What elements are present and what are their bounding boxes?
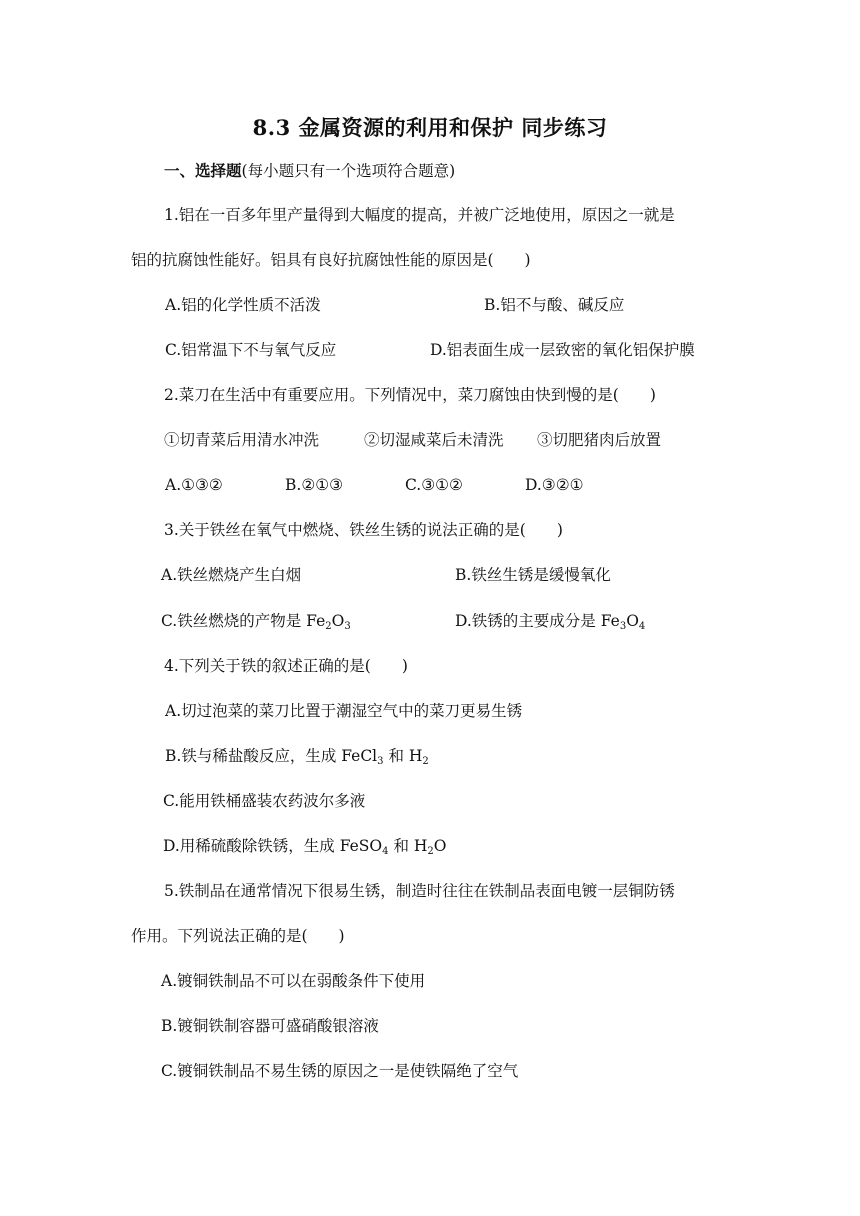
q4-option-a: A.切过泡菜的菜刀比置于潮湿空气中的菜刀更易生锈 [165,702,523,720]
q5-stem-line2: 作用。下列说法正确的是( ) [131,927,345,945]
q3-option-a: A.铁丝燃烧产生白烟 [161,566,302,584]
q1-stem-line1: 1.铝在一百多年里产量得到大幅度的提高，并被广泛地使用，原因之一就是 [164,206,675,224]
q2-option-a: A.①③② [165,476,223,494]
q2-item-1: ①切青菜后用清水冲洗 [164,431,320,449]
q5-option-a: A.镀铜铁制品不可以在弱酸条件下使用 [161,972,426,990]
q3-option-b: B.铁丝生锈是缓慢氧化 [455,566,611,584]
q5-option-b: B.镀铜铁制容器可盛硝酸银溶液 [161,1017,379,1035]
page-title: 8.3 金属资源的利用和保护 同步练习 [252,115,608,140]
q4-option-d: D.用稀硫酸除铁锈，生成 FeSO$_4$ 和 $H_2O$ [163,837,447,857]
q1-stem-line2: 铝的抗腐蚀性能好。铝具有良好抗腐蚀性能的原因是( ) [131,251,531,269]
q1-option-a: A.铝的化学性质不活泼 [165,296,321,314]
q4-option-c: C.能用铁桶盛装农药波尔多液 [163,792,366,810]
q3-option-d: D.铁锈的主要成分是 $Fe_3O_4$ [455,612,646,632]
q5-stem-line1: 5.铁制品在通常情况下很易生锈，制造时往往在铁制品表面电镀一层铜防锈 [164,882,675,900]
q3-stem: 3.关于铁丝在氧气中燃烧、铁丝生锈的说法正确的是( ) [164,521,563,539]
q1-option-d: D.铝表面生成一层致密的氧化铝保护膜 [430,341,695,359]
q2-option-c: C.③①② [405,476,463,494]
q1-option-b: B.铝不与酸、碱反应 [484,296,625,314]
section-note: (每小题只有一个选项符合题意) [241,162,456,180]
q2-item-2: ②切湿咸菜后未清洗 [364,431,504,449]
q5-option-c: C.镀铜铁制品不易生锈的原因之一是使铁隔绝了空气 [161,1062,519,1080]
q4-stem: 4.下列关于铁的叙述正确的是( ) [164,657,408,675]
q1-option-c: C.铝常温下不与氧气反应 [165,341,337,359]
q4-option-b: B.铁与稀盐酸反应，生成 FeCl$_3$ 和 $H_2$ [165,747,429,767]
q2-item-3: ③切肥猪肉后放置 [537,431,662,449]
q2-option-b: B.②①③ [285,476,344,494]
section-heading-line [164,163,455,180]
q2-stem: 2.菜刀在生活中有重要应用。下列情况中，菜刀腐蚀由快到慢的是( ) [164,386,656,404]
q2-option-d: D.③②① [525,476,584,494]
section-heading: 一、选择题 [164,161,242,180]
q3-option-c: C.铁丝燃烧的产物是 $Fe_2O_3$ [161,612,351,632]
